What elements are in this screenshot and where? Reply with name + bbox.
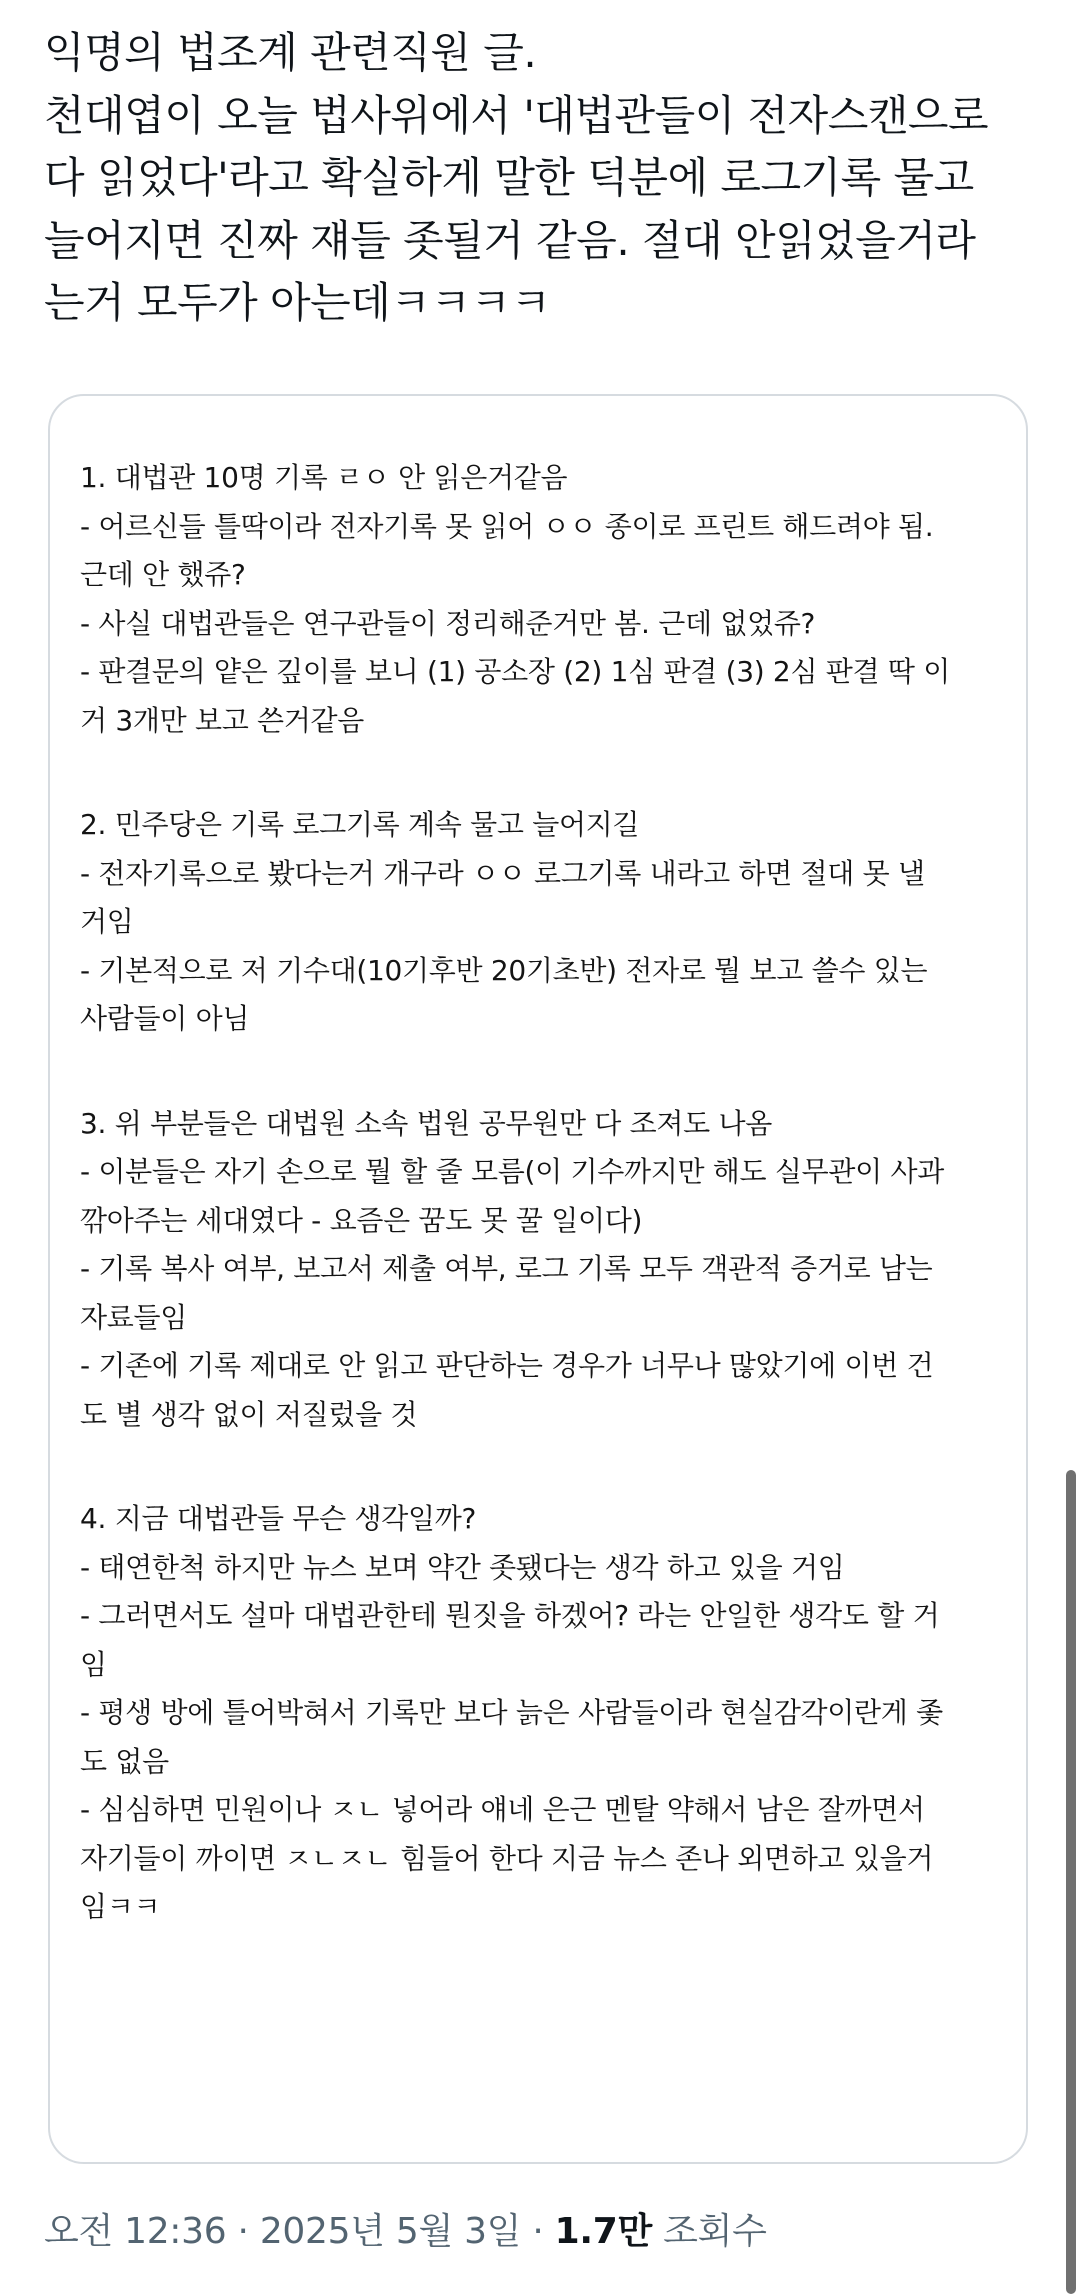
- card-row: 2. 민주당은 기록 로그기록 계속 물고 늘어지길: [80, 808, 640, 841]
- card-row: - 기본적으로 저 기수대(10기후반 20기초반) 전자로 뭘 보고 쓸수 있는: [80, 953, 928, 987]
- card-row: 자기들이 까이면 ㅈㄴㅈㄴ 힘들어 한다 지금 뉴스 존나 외면하고 있을거: [80, 1841, 934, 1875]
- card-row: - 이분들은 자기 손으로 뭘 할 줄 모름(이 기수까지만 해도 실무관이 사과: [80, 1155, 944, 1188]
- card-row: 1. 대법관 10명 기록 ㄹㅇ 안 읽은거같음: [80, 461, 568, 494]
- tweet-text: [44, 22, 1054, 335]
- card-row: 거 3개만 보고 쓴거같음: [80, 703, 365, 737]
- card-row: 자료들임: [80, 1300, 187, 1334]
- card-row: - 기록 복사 여부, 보고서 제출 여부, 로그 기록 모두 객관적 증거로 남는: [80, 1252, 933, 1285]
- card-section-3: [80, 1100, 1010, 1440]
- card-row: - 전자기록으로 봤다는거 개구라 ㅇㅇ 로그기록 내라고 하면 절대 못 낼: [80, 856, 925, 890]
- card-row: 4. 지금 대법관들 무슨 생각일까?: [80, 1502, 477, 1535]
- card-content: [80, 454, 1010, 1932]
- card-row: - 태연한척 하지만 뉴스 보며 약간 좃됐다는 생각 하고 있을 거임: [80, 1550, 845, 1584]
- tweet-meta: [44, 2203, 767, 2254]
- card-row: - 사실 대법관들은 연구관들이 정리해준거만 봄. 근데 없었쥬?: [80, 606, 816, 640]
- tweet-line: 천대엽이 오늘 법사위에서 '대법관들이 전자스캔으로: [44, 90, 989, 140]
- card-row: 근데 안 했쥬?: [80, 558, 246, 591]
- card-row: - 그러면서도 설마 대법관한테 뭔짓을 하겠어? 라는 안일한 생각도 할 거: [80, 1599, 940, 1632]
- meta-separator: ·: [237, 2211, 249, 2252]
- views-count: 1.7만: [554, 2211, 652, 2252]
- card-row: 사람들이 아님: [80, 1002, 250, 1035]
- card-row: - 평생 방에 틀어박혀서 기록만 보다 늙은 사람들이라 현실감각이란게 좇: [80, 1696, 943, 1729]
- card-section-4: [80, 1495, 1010, 1932]
- tweet-line: 는거 모두가 아는데ㅋㅋㅋㅋ: [44, 278, 551, 327]
- card-row: 도 별 생각 없이 저질렀을 것: [80, 1397, 418, 1431]
- card-section-1: [80, 454, 1010, 745]
- post-time[interactable]: 오전 12:36: [44, 2211, 227, 2252]
- tweet-line: 익명의 법조계 관련직원 글.: [44, 28, 537, 77]
- card-row: - 심심하면 민원이나 ㅈㄴ 넣어라 얘네 은근 멘탈 약해서 남은 잘까면서: [80, 1793, 925, 1826]
- tweet-line: 늘어지면 진짜 쟤들 좃될거 같음. 절대 안읽었을거라: [44, 215, 976, 265]
- card-row: 임ㅋㅋ: [80, 1890, 161, 1923]
- card-row: 거임: [80, 905, 134, 938]
- card-row: - 기존에 기록 제대로 안 읽고 판단하는 경우가 너무나 많았기에 이번 건: [80, 1349, 934, 1382]
- card-row: 3. 위 부분들은 대법원 소속 법원 공무원만 다 조져도 나옴: [80, 1106, 772, 1140]
- views-label: 조회수: [663, 2211, 767, 2252]
- card-row: 임: [80, 1647, 107, 1681]
- card-section-2: [80, 801, 1010, 1044]
- meta-separator: ·: [532, 2211, 544, 2252]
- attached-image-card[interactable]: [48, 394, 1028, 2164]
- post-date[interactable]: 2025년 5월 3일: [259, 2211, 522, 2252]
- card-row: 깎아주는 세대였다 - 요즘은 꿈도 못 꿀 일이다): [80, 1203, 643, 1237]
- card-row: - 판결문의 얕은 깊이를 보니 (1) 공소장 (2) 1심 판결 (3) 2심 판결 딱 이: [80, 655, 950, 688]
- card-row: 도 없음: [80, 1744, 169, 1778]
- scrollbar-thumb[interactable]: [1066, 1470, 1076, 2294]
- card-row: - 어르신들 틀딱이라 전자기록 못 읽어 ㅇㅇ 종이로 프린트 해드려야 됨.: [80, 509, 934, 543]
- tweet-line: 다 읽었다'라고 확실하게 말한 덕분에 로그기록 물고: [44, 153, 974, 202]
